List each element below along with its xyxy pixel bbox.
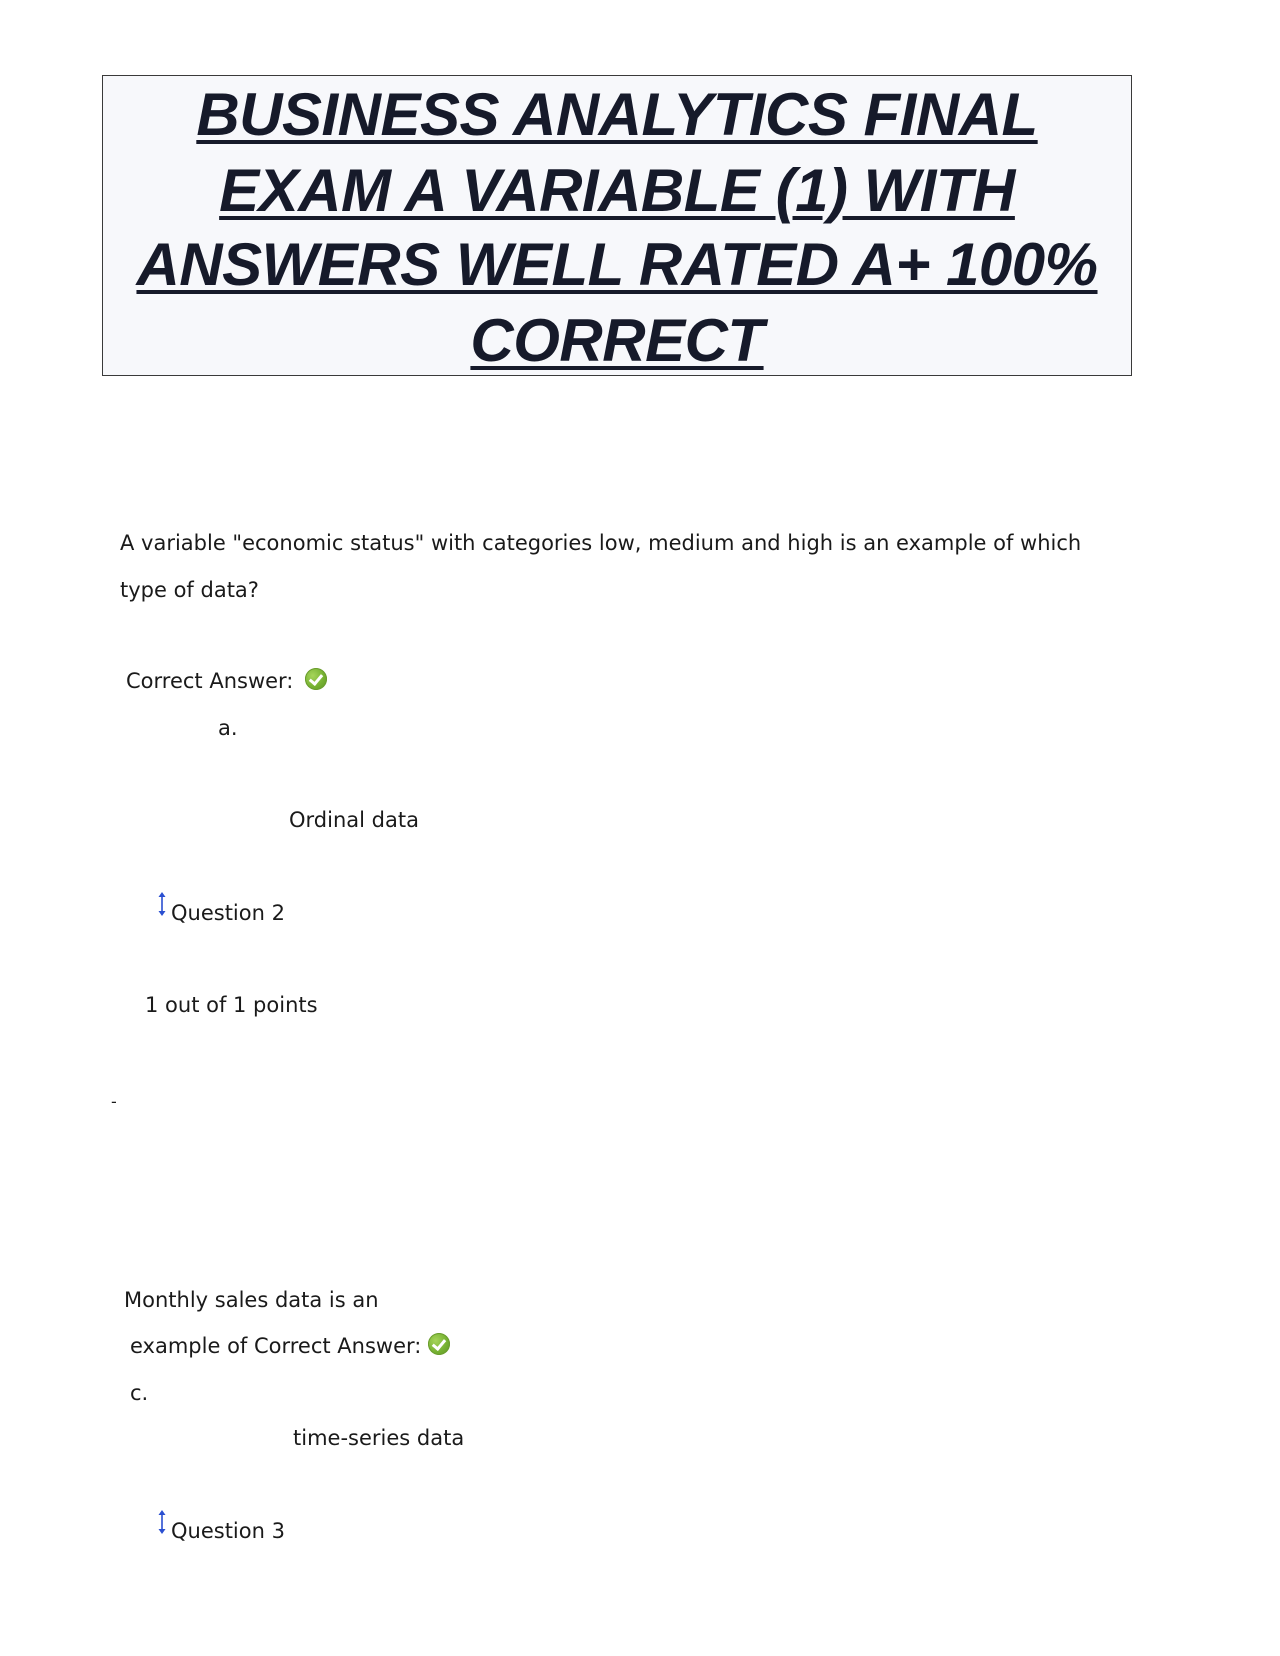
question-2-heading: Question 2	[171, 901, 285, 925]
question-1-answer-text: Ordinal data	[289, 808, 419, 832]
question-2-points: 1 out of 1 points	[145, 993, 318, 1017]
check-circle-icon	[305, 668, 327, 690]
question-2-text-line-1: Monthly sales data is an	[124, 1288, 379, 1312]
question-1-correct-answer-label: Correct Answer:	[126, 669, 294, 693]
document-title-box	[102, 75, 1132, 376]
question-3-heading: Question 3	[171, 1519, 285, 1543]
document-title-line-4: CORRECT	[470, 307, 764, 374]
vertical-move-icon[interactable]	[157, 1510, 167, 1534]
document-title-line-2: EXAM A VARIABLE (1) WITH	[219, 157, 1015, 224]
question-2-dash: -	[111, 1092, 117, 1111]
vertical-move-icon[interactable]	[157, 892, 167, 916]
question-2-answer-text: time-series data	[293, 1426, 465, 1450]
question-1-option-letter: a.	[218, 716, 238, 740]
question-1-text-line-1: A variable "economic status" with categories low, medium and high is an example of which	[120, 531, 1082, 555]
question-2-option-letter: c.	[130, 1381, 149, 1405]
question-2-text-line-2: example of Correct Answer:	[130, 1334, 422, 1358]
question-1-text-line-2: type of data?	[120, 578, 259, 602]
document-title-line-1: BUSINESS ANALYTICS FINAL	[196, 81, 1038, 148]
check-circle-icon	[428, 1333, 450, 1355]
document-title-line-3: ANSWERS WELL RATED A+ 100%	[136, 231, 1098, 298]
